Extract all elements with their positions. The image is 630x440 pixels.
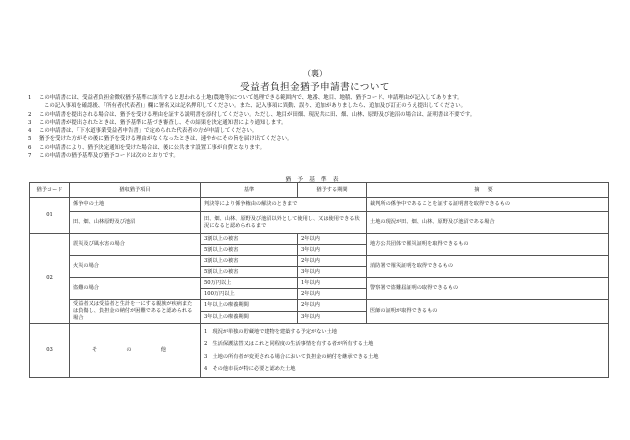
note-number: 3 (28, 119, 32, 126)
note-item (28, 144, 608, 152)
note-item (28, 152, 608, 160)
basis-cell: 5割以上の被害 (201, 245, 298, 256)
header-remarks: 摘要 (367, 183, 609, 198)
item-cell: 係争中の土地 (70, 198, 201, 212)
remarks-cell: 消防署で罹災証明を取得できるもの (367, 256, 609, 278)
table-title: 猶予基準表 (285, 177, 345, 183)
code-cell: 01 (30, 198, 70, 234)
item-cell: 盗難の場合 (70, 278, 201, 300)
note-item (28, 119, 608, 127)
note-text: この申請書により、猶予決定通知を受けた場合は、後に公共ます設置工事が自費となります。 (39, 144, 265, 151)
table-row (30, 324, 609, 378)
header-code: 猶予コード (30, 183, 70, 198)
list-item: 3 土地の所有者が変更される場合において負担金の納付を継承できる土地 (204, 353, 379, 360)
note-item (28, 102, 608, 110)
basis-cell: 3年以上の療養期間 (201, 312, 298, 324)
note-number: 2 (28, 111, 32, 118)
note-item (28, 111, 608, 119)
remarks-cell: 医師の証明が取得できるもの (367, 300, 609, 324)
note-text: この申請書が提出されたときは、猶予基準に基づき審査し、その結果を決定通知書により通知します。 (39, 119, 287, 126)
page-side-label: （裏） (303, 69, 327, 78)
list-item: 4 その他市長が特に必要と認めた土地 (204, 366, 296, 372)
basis-cell: 5割以上の被害 (201, 267, 298, 278)
note-text: この申請書を提出される場合は、猶予を受ける理由を証する説明書を添付してください。ただし、地目が田畑、現況共に田、畑、山林、原野及び池沼の場合は、証明書は不要です。 (39, 111, 476, 118)
remarks-cell: 警察署で盗難届証明の取得できるもの (367, 278, 609, 300)
period-cell: 3年以内 (298, 312, 367, 324)
period-cell: 2年以内 (298, 256, 367, 267)
code-cell: 03 (30, 324, 70, 378)
remarks-cell: 土地の現況が田、畑、山林、原野及び池沼である場合 (367, 212, 609, 234)
code-cell: 02 (30, 234, 70, 324)
note-number: 4 (28, 128, 32, 135)
period-cell: 3年以内 (298, 267, 367, 278)
table-row (30, 278, 609, 289)
list-item: 2 生活保護法替又はこれと同程度の生活事情を有する者が所有する土地 (204, 341, 374, 347)
note-text: この申請書には、受益者負担金徴収猶予基準に該当すると思われる土地(農地等)について処理できる範囲内で、地番、地目、地積、猶予コード、申請理由が記入してあります。 (39, 95, 463, 101)
list-item: 1 現況が単独の貯蔵地で建物を建築する予定がない土地 (204, 328, 337, 335)
note-number: 7 (28, 153, 32, 160)
table-row (30, 234, 609, 245)
header-item: 猶収猶予項目 (70, 183, 201, 198)
other-conditions-cell (201, 324, 609, 378)
note-number (33, 102, 44, 110)
basis-cell: 田、畑、山林、原野及び池沼以外として使用し、又は使用できる状況になると認められるまで (201, 212, 367, 234)
basis-cell: 50万円以上 (201, 278, 298, 289)
page-title: 受益者負担金猶予申請書について (240, 82, 390, 93)
item-cell: 田、畑、山林原野及び池沼 (70, 212, 201, 234)
table-row (30, 212, 609, 234)
remarks-cell: 裁判所の係争中であることを証する証明書を取得できるもの (367, 198, 609, 212)
header-period: 猶予する期間 (298, 183, 367, 198)
table-row (30, 300, 609, 312)
period-cell: 2年以内 (298, 234, 367, 245)
basis-cell: 1年以上の療養期間 (201, 300, 298, 312)
note-text: 猶予を受けた方がその後に猶予を受ける理由がなくなったときは、速やかにその旨を届け出てください。 (39, 136, 293, 143)
remarks-cell: 地方公共団体で罹災証明を取得できるもの (367, 234, 609, 256)
basis-cell: 100万円以上 (201, 289, 298, 300)
note-number: 6 (28, 144, 32, 151)
note-number: 5 (28, 136, 32, 143)
period-cell: 1年以内 (298, 278, 367, 289)
note-number: 1 (28, 95, 32, 101)
item-cell: 震災及び風水害の場合 (70, 234, 201, 256)
period-cell: 2年以内 (298, 300, 367, 312)
note-item (28, 94, 608, 102)
table-header-row (30, 183, 609, 198)
table-row (30, 256, 609, 267)
item-cell: 受益者又は受益者と生計を一にする親族が疾病または負傷し、負担金の納付が困難であると認められる場合 (70, 300, 201, 324)
note-item (28, 127, 608, 135)
item-cell: そ の 他 (70, 324, 201, 378)
basis-cell: 判決等により係争権由の解決のときまで (201, 198, 367, 212)
note-text: この申請書の猶予基準及び猶予コードは次のとおりです。 (39, 153, 179, 160)
note-text: この申請書は、「下水道事業受益者申告書」で定められた代表者の方が申請してください。 (39, 128, 258, 135)
period-cell: 3年以内 (298, 245, 367, 256)
note-text: この記入事項を確認後、「所有者(代表者)」欄に署名又は記名押印してください。また、記入事項に異動、誤り、追加がありましたら、追加及び訂正のうえ提出してください。 (44, 103, 466, 110)
header-basis: 基準 (201, 183, 298, 198)
basis-cell: 3割以上の被害 (201, 234, 298, 245)
period-cell: 2年以内 (298, 289, 367, 300)
item-cell: 火災の場合 (70, 256, 201, 278)
table-row (30, 198, 609, 212)
note-item (28, 135, 608, 143)
deferral-criteria-table (29, 182, 609, 378)
instructions-list (28, 94, 608, 160)
basis-cell: 3割以上の被害 (201, 256, 298, 267)
